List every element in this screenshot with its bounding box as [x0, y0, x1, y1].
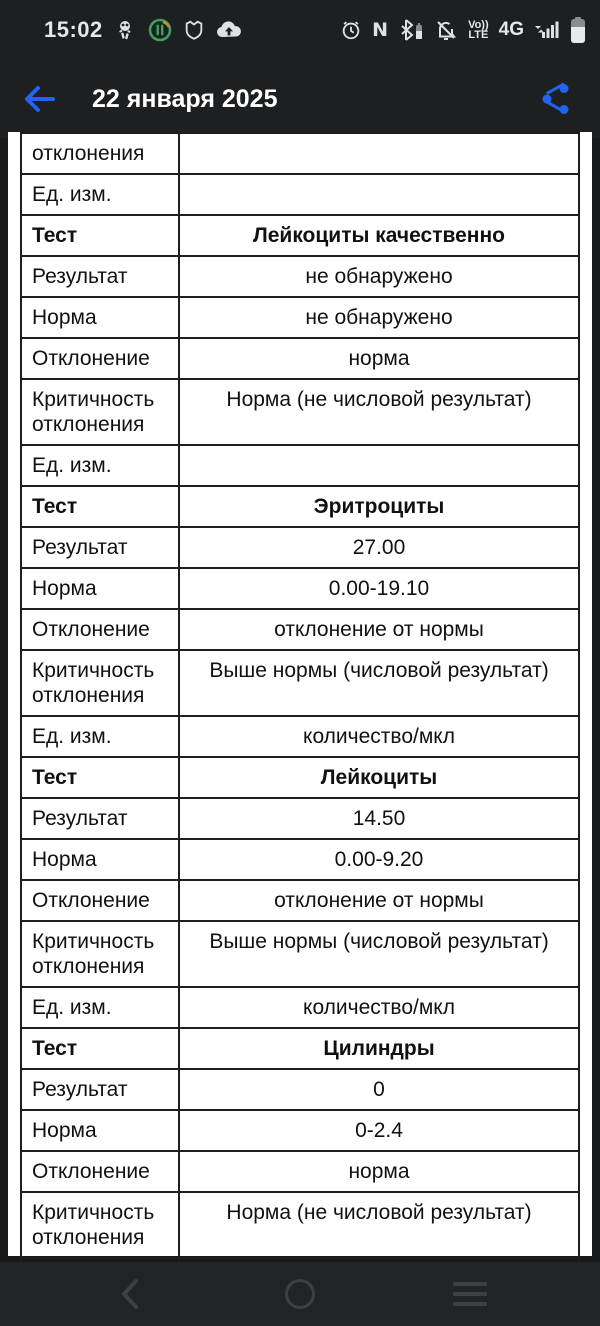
network-type-label: 4G [498, 19, 524, 40]
back-button[interactable] [22, 77, 66, 121]
row-label: Критичность отклонения [21, 921, 179, 987]
table-row [21, 839, 579, 880]
row-label: Отклонение [21, 338, 179, 379]
table-row [21, 445, 579, 486]
row-label: Норма [21, 1110, 179, 1151]
row-label: отклонения [21, 133, 179, 174]
row-label: Результат [21, 256, 179, 297]
table-row [21, 987, 579, 1028]
row-value: 0.00-19.10 [179, 568, 579, 609]
table-row [21, 921, 579, 987]
table-row [21, 256, 579, 297]
table-row [21, 174, 579, 215]
row-label: Тест [21, 486, 179, 527]
cloud-sync-icon [215, 18, 243, 42]
row-label: Критичность отклонения [21, 379, 179, 445]
table-row [21, 215, 579, 256]
row-label: Отклонение [21, 609, 179, 650]
clock-time: 15:02 [44, 17, 103, 42]
status-bar-left [44, 17, 243, 43]
battery-icon [570, 16, 586, 44]
app-header [0, 60, 600, 138]
row-value: 14.50 [179, 798, 579, 839]
shield-app-icon [183, 19, 205, 41]
row-label: Норма [21, 297, 179, 338]
row-label: Ед. изм. [21, 445, 179, 486]
android-nav-bar [0, 1262, 600, 1326]
row-value: отклонение от нормы [179, 880, 579, 921]
row-value: 0.00-9.20 [179, 839, 579, 880]
row-label: Тест [21, 757, 179, 798]
share-button[interactable] [534, 77, 578, 121]
row-value [179, 133, 579, 174]
row-value: 27.00 [179, 527, 579, 568]
table-row [21, 1069, 579, 1110]
row-value: Цилиндры [179, 1028, 579, 1069]
table-row [21, 716, 579, 757]
row-label: Тест [21, 1028, 179, 1069]
row-value: количество/мкл [179, 987, 579, 1028]
home-circle-icon[interactable] [278, 1272, 322, 1316]
row-value: норма [179, 1151, 579, 1192]
volte-top-label: Vo)) [468, 19, 489, 31]
row-value: Норма (не числовой результат) [179, 379, 579, 445]
robot-app-icon [113, 18, 137, 42]
table-row [21, 798, 579, 839]
results-table [20, 132, 580, 1308]
row-value: не обнаружено [179, 297, 579, 338]
food-app-icon [147, 17, 173, 43]
row-value: Лейкоциты качественно [179, 215, 579, 256]
signal-strength-icon [534, 18, 560, 42]
row-label: Отклонение [21, 1151, 179, 1192]
content-area [0, 138, 600, 1262]
table-row [21, 568, 579, 609]
table-row [21, 1110, 579, 1151]
table-row [21, 486, 579, 527]
table-row [21, 757, 579, 798]
row-label: Норма [21, 568, 179, 609]
volte-icon [468, 20, 489, 40]
document-sheet[interactable] [8, 132, 592, 1256]
row-value: количество/мкл [179, 716, 579, 757]
row-value: отклонение от нормы [179, 609, 579, 650]
recents-menu-icon[interactable] [448, 1272, 492, 1316]
back-chevron-icon[interactable] [108, 1272, 152, 1316]
table-row [21, 609, 579, 650]
row-value: норма [179, 338, 579, 379]
row-value: Выше нормы (числовой результат) [179, 650, 579, 716]
row-label: Норма [21, 839, 179, 880]
table-row [21, 133, 579, 174]
row-label: Ед. изм. [21, 174, 179, 215]
notifications-off-icon [434, 18, 458, 42]
page-title: 22 января 2025 [92, 84, 278, 113]
alarm-icon [340, 19, 362, 41]
table-row [21, 379, 579, 445]
table-row [21, 338, 579, 379]
row-value: Норма (не числовой результат) [179, 1192, 579, 1258]
bluetooth-battery-icon [398, 18, 424, 42]
table-row [21, 297, 579, 338]
nfc-icon: N [372, 19, 389, 41]
row-label: Результат [21, 798, 179, 839]
row-value: Эритроциты [179, 486, 579, 527]
row-label: Критичность отклонения [21, 1192, 179, 1258]
row-label: Результат [21, 1069, 179, 1110]
row-label: Критичность отклонения [21, 650, 179, 716]
row-label: Ед. изм. [21, 716, 179, 757]
volte-bottom-label: LTE [468, 29, 489, 41]
table-row [21, 1151, 579, 1192]
row-value [179, 445, 579, 486]
status-bar [0, 0, 600, 60]
status-bar-right [340, 16, 586, 44]
table-row [21, 1192, 579, 1258]
row-value: Лейкоциты [179, 757, 579, 798]
row-value: 0-2.4 [179, 1110, 579, 1151]
row-value [179, 174, 579, 215]
table-row [21, 650, 579, 716]
row-label: Результат [21, 527, 179, 568]
table-row [21, 1028, 579, 1069]
row-value: не обнаружено [179, 256, 579, 297]
row-value: 0 [179, 1069, 579, 1110]
row-value: Выше нормы (числовой результат) [179, 921, 579, 987]
table-row [21, 527, 579, 568]
row-label: Тест [21, 215, 179, 256]
table-row [21, 880, 579, 921]
row-label: Ед. изм. [21, 987, 179, 1028]
row-label: Отклонение [21, 880, 179, 921]
